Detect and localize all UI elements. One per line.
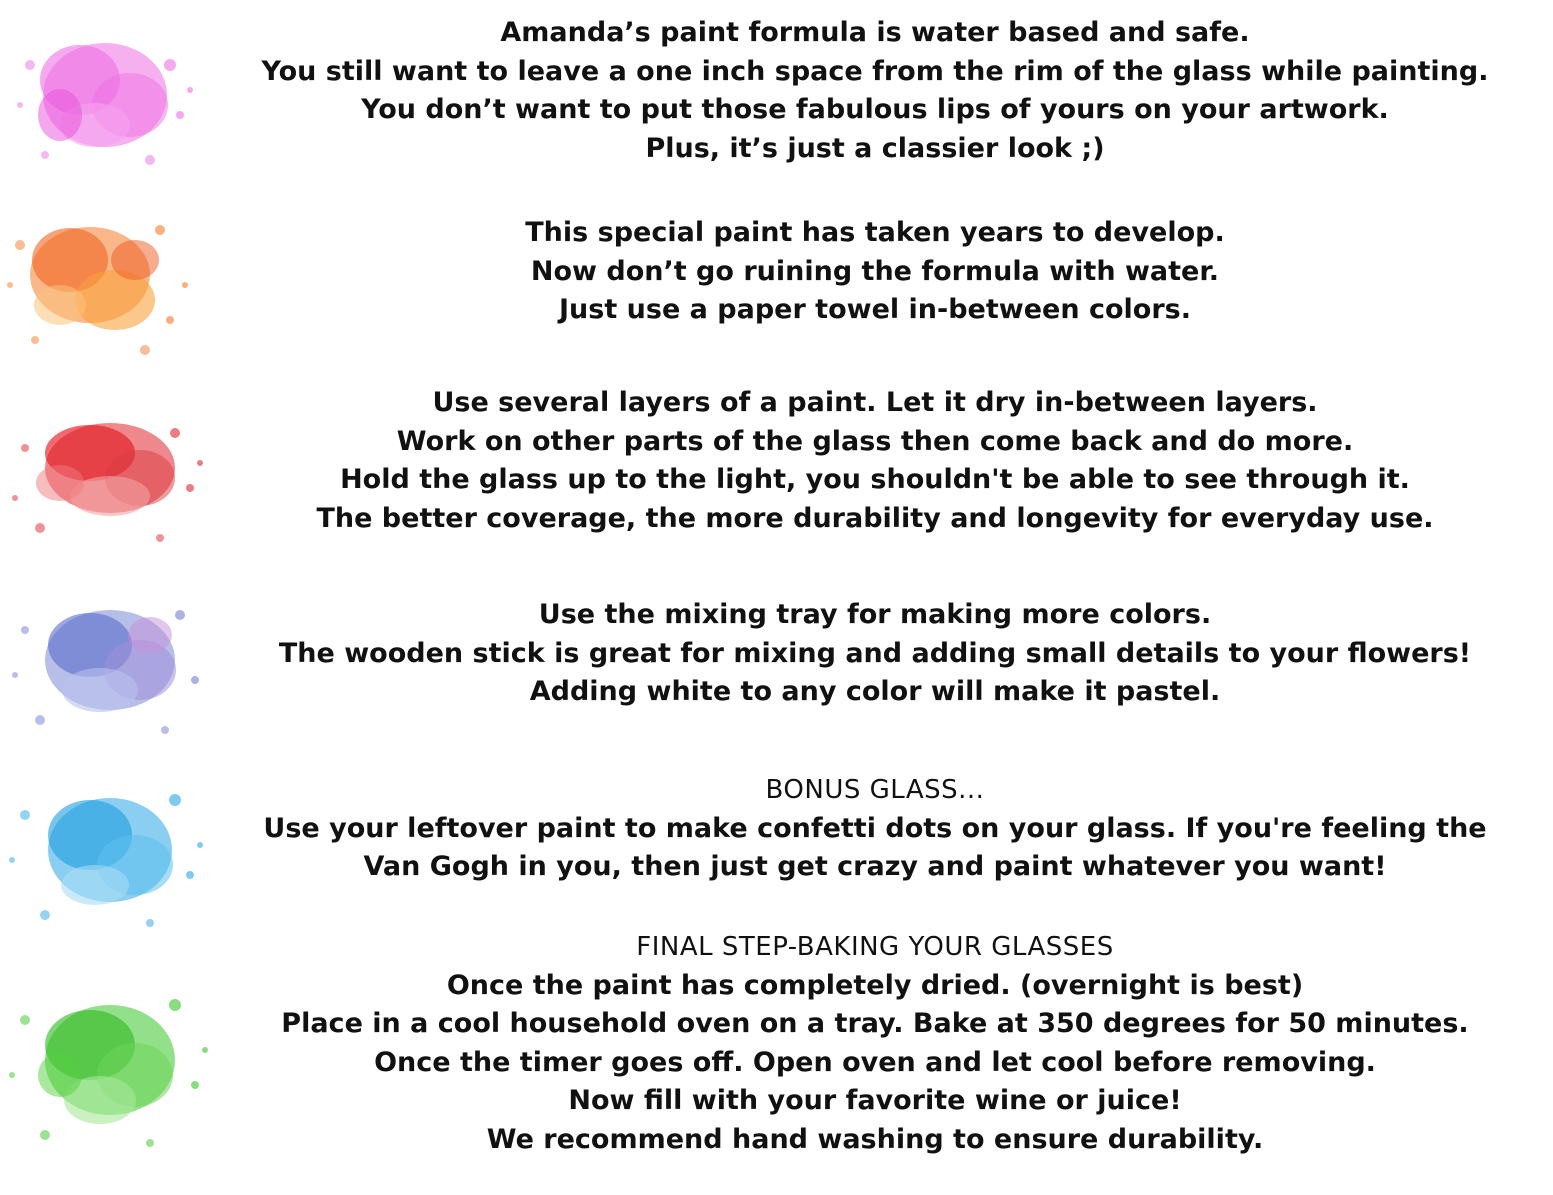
safety-line: Amanda’s paint formula is water based and safe. [500, 17, 1250, 48]
purple-paint-splatter-icon [0, 565, 215, 755]
formula-section [230, 214, 1520, 330]
bonus-section [230, 771, 1520, 887]
mixing-line: Adding white to any color will make it pastel. [529, 676, 1221, 707]
final-step-line: We recommend hand washing to ensure durability. [486, 1123, 1264, 1155]
layers-line: Hold the glass up to the light, you shouldn't be able to see through it. [340, 464, 1410, 495]
safety-line: You still want to leave a one inch space from the rim of the glass while painting. [261, 55, 1489, 87]
mixing-line: Use the mixing tray for making more colors. [538, 599, 1212, 630]
final-step-line: Now fill with your favorite wine or juice! [568, 1085, 1182, 1116]
bonus-heading: BONUS GLASS... [765, 775, 985, 805]
safety-line: You don’t want to put those fabulous lips of yours on your artwork. [361, 94, 1389, 125]
mixing-line: The wooden stick is great for mixing and adding small details to your flowers! [278, 637, 1472, 669]
red-paint-splatter-icon [0, 378, 215, 568]
layers-section [230, 384, 1520, 538]
formula-line: This special paint has taken years to develop. [525, 217, 1225, 248]
layers-line: Work on other parts of the glass then come back and do more. [396, 425, 1354, 457]
final-step-section [230, 928, 1520, 1159]
final-step-line: Place in a cool household oven on a tray. Bake at 350 degrees for 50 minutes. [281, 1008, 1469, 1039]
mixing-section [230, 596, 1520, 712]
bonus-line: Use your leftover paint to make confetti dots on your glass. If you're feeling the [263, 812, 1487, 844]
formula-line: Just use a paper towel in-between colors. [559, 294, 1191, 325]
bonus-line: Van Gogh in you, then just get crazy and paint whatever you want! [363, 851, 1387, 882]
orange-paint-splatter-icon [0, 190, 215, 380]
safety-section [230, 14, 1520, 168]
layers-line: Use several layers of a paint. Let it dry in-between layers. [432, 387, 1318, 418]
layers-line: The better coverage, the more durability and longevity for everyday use. [316, 502, 1434, 534]
pink-paint-splatter-icon [0, 5, 215, 195]
final-step-line: Once the timer goes off. Open oven and let cool before removing. [374, 1046, 1376, 1078]
safety-line: Plus, it’s just a classier look ;) [645, 132, 1105, 164]
final-step-heading: FINAL STEP-BAKING YOUR GLASSES [636, 932, 1114, 962]
final-step-line: Once the paint has completely dried. (overnight is best) [446, 969, 1304, 1001]
green-paint-splatter-icon [0, 965, 215, 1165]
formula-line: Now don’t go ruining the formula with water. [530, 255, 1220, 287]
blue-paint-splatter-icon [0, 755, 215, 945]
